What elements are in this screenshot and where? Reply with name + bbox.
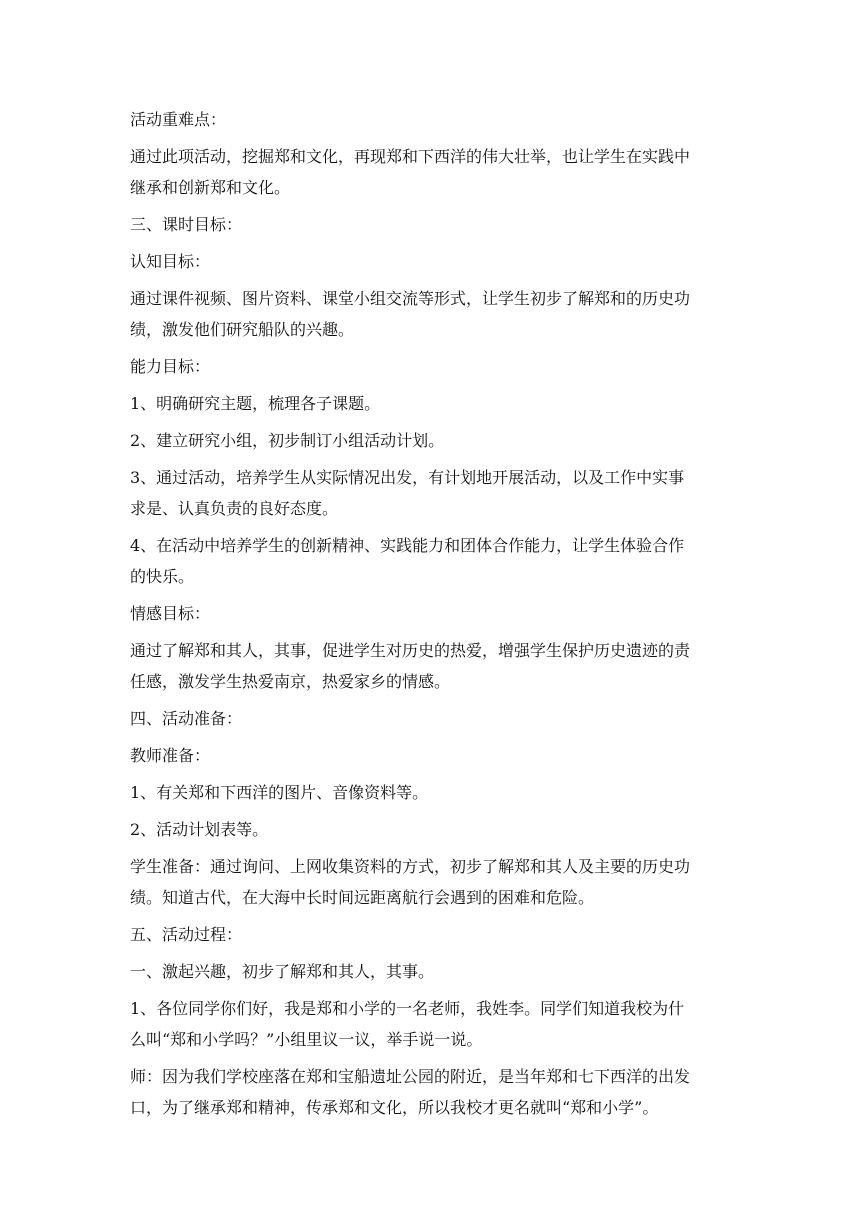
document-body (130, 104, 740, 1129)
paragraph-line: 一、激起兴趣，初步了解郑和其人，其事。 (130, 962, 435, 981)
paragraph-line: 任感，激发学生热爱南京，热爱家乡的情感。 (130, 672, 451, 691)
paragraph-line: 2、建立研究小组，初步制订小组活动计划。 (130, 431, 445, 450)
paragraph (130, 814, 740, 845)
paragraph-line: 师：因为我们学校座落在郑和宝船遗址公园的附近，是当年郑和七下西洋的出发 (130, 1067, 691, 1086)
paragraph-line: 五、活动过程： (130, 925, 243, 944)
paragraph-line: 通过此项活动，挖掘郑和文化，再现郑和下西洋的伟大壮举，也让学生在实践中 (130, 147, 691, 166)
paragraph (130, 283, 740, 345)
paragraph (130, 1061, 740, 1123)
paragraph-line: 2、活动计划表等。 (130, 820, 269, 839)
paragraph (130, 777, 740, 808)
paragraph-line: 么叫“郑和小学吗？”小组里议一议，举手说一说。 (130, 1030, 483, 1049)
paragraph-line: 绩，激发他们研究船队的兴趣。 (130, 320, 355, 339)
paragraph (130, 635, 740, 697)
paragraph (130, 919, 740, 950)
paragraph (130, 993, 740, 1055)
paragraph-line: 继承和创新郑和文化。 (130, 178, 291, 197)
paragraph-line: 求是、认真负责的良好态度。 (130, 499, 339, 518)
paragraph-line: 的快乐。 (130, 567, 195, 586)
paragraph (130, 388, 740, 419)
paragraph-line: 三、课时目标： (130, 215, 243, 234)
paragraph-line: 通过课件视频、图片资料、课堂小组交流等形式，让学生初步了解郑和的历史功 (130, 289, 691, 308)
paragraph-line: 教师准备： (130, 746, 211, 765)
paragraph (130, 425, 740, 456)
paragraph-line: 能力目标： (130, 357, 211, 376)
paragraph (130, 703, 740, 734)
paragraph-line: 学生准备：通过询问、上网收集资料的方式，初步了解郑和其人及主要的历史功 (130, 857, 691, 876)
paragraph-line: 通过了解郑和其人，其事，促进学生对历史的热爱，增强学生保护历史遗迹的责 (130, 641, 691, 660)
paragraph-line: 情感目标： (130, 604, 211, 623)
paragraph-line: 1、各位同学你们好，我是郑和小学的一名老师，我姓李。同学们知道我校为什 (130, 999, 685, 1018)
paragraph (130, 141, 740, 203)
paragraph-line: 1、有关郑和下西洋的图片、音像资料等。 (130, 783, 429, 802)
paragraph (130, 956, 740, 987)
paragraph-line: 口，为了继承郑和精神，传承郑和文化，所以我校才更名就叫“郑和小学”。 (130, 1098, 659, 1117)
paragraph (130, 851, 740, 913)
paragraph-line: 四、活动准备： (130, 709, 243, 728)
paragraph-line: 活动重难点： (130, 110, 227, 129)
paragraph (130, 104, 740, 135)
paragraph (130, 530, 740, 592)
paragraph-line: 4、在活动中培养学生的创新精神、实践能力和团体合作能力，让学生体验合作 (130, 536, 685, 555)
paragraph-line: 1、明确研究主题，梳理各子课题。 (130, 394, 381, 413)
paragraph (130, 740, 740, 771)
paragraph (130, 246, 740, 277)
paragraph (130, 351, 740, 382)
paragraph-line: 绩。知道古代，在大海中长时间远距离航行会遇到的困难和危险。 (130, 888, 595, 907)
paragraph (130, 598, 740, 629)
paragraph-line: 3、通过活动，培养学生从实际情况出发，有计划地开展活动，以及工作中实事 (130, 468, 685, 487)
paragraph (130, 209, 740, 240)
paragraph (130, 462, 740, 524)
paragraph-line: 认知目标： (130, 252, 211, 271)
